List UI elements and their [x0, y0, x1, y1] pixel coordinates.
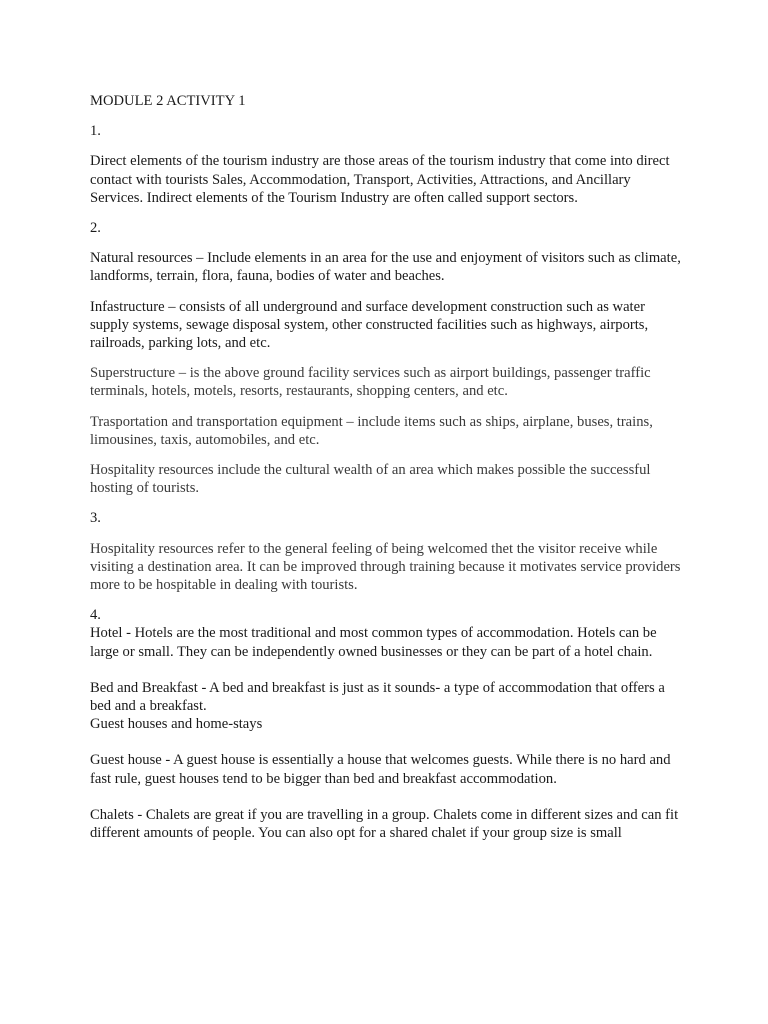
document-title: MODULE 2 ACTIVITY 1: [90, 93, 246, 109]
question-3-number: 3.: [90, 510, 101, 527]
bed-and-breakfast-paragraph: Bed and Breakfast - A bed and breakfast is just as it sounds- a type of accommodation that offers a bed and a breakfast.: [90, 679, 665, 715]
guest-houses-heading: Guest houses and home-stays: [90, 716, 263, 733]
superstructure-paragraph: Superstructure – is the above ground facility services such as airport buildings, passenger traffic terminals, hotels, motels, resorts, restaurants, shopping centers, and etc.: [90, 365, 651, 400]
question-4-number: 4.: [90, 607, 101, 624]
question-1-number: 1.: [90, 123, 101, 140]
chalets-paragraph: Chalets - Chalets are great if you are travelling in a group. Chalets come in different sizes and can fit different amounts of people. You can also opt for a shared chalet if your group size is small: [90, 806, 679, 842]
natural-resources-paragraph: Natural resources – Include elements in an area for the use and enjoyment of visitors such as climate, landforms, terrain, flora, fauna, bodies of water and beaches.: [90, 250, 681, 285]
infrastructure-paragraph: Infastructure – consists of all underground and surface development construction such as water supply systems, sewage disposal system, other constructed facilities such as highways, airports, railroads, parking lots, and etc.: [90, 298, 649, 352]
question-1-answer: Direct elements of the tourism industry are those areas of the tourism industry that come into direct contact with tourists Sales, Accommodation, Transport, Activities, Attractions, and Ancillary Services. Indirect elements of the Tourism Industry are often called support sectors.: [90, 153, 670, 206]
hospitality-resources-paragraph: Hospitality resources include the cultural wealth of an area which makes possible the successful hosting of tourists.: [90, 462, 651, 497]
hotel-paragraph: Hotel - Hotels are the most traditional and most common types of accommodation. Hotels can be large or small. They can be independently owned businesses or they can be part of a hotel chain.: [90, 625, 657, 660]
transportation-paragraph: Trasportation and transportation equipment – include items such as ships, airplane, buses, trains, limousines, taxis, automobiles, and etc.: [90, 413, 653, 448]
question-2-number: 2.: [90, 220, 101, 237]
guest-house-paragraph: Guest house - A guest house is essentially a house that welcomes guests. While there is no hard and fast rule, guest houses tend to be bigger than bed and breakfast accommodation.: [90, 752, 671, 787]
document-page: [90, 92, 682, 842]
question-3-answer: Hospitality resources refer to the general feeling of being welcomed thet the visitor receive while visiting a destination area. It can be improved through training because it motivates service providers more to be hospitable in dealing with tourists.: [90, 540, 681, 594]
